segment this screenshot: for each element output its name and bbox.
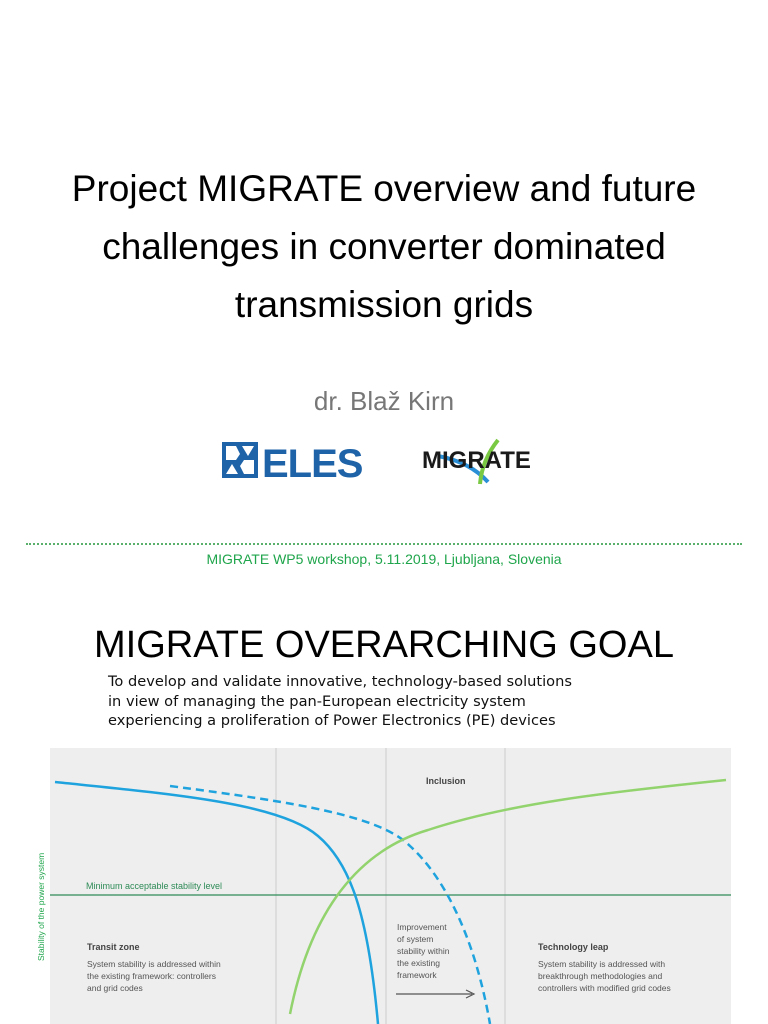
improvement-line: of system (397, 934, 434, 944)
improvement-line: stability within (397, 946, 450, 956)
migrate-wordmark: MIGRATE (422, 447, 531, 474)
technology-leap-line: System stability is addressed with (538, 959, 666, 969)
inclusion-label: Inclusion (426, 776, 466, 786)
eles-emblem-icon (222, 442, 258, 478)
improvement-line: Improvement (397, 922, 447, 932)
goal-title: MIGRATE OVERARCHING GOAL (94, 624, 674, 666)
event-caption: MIGRATE WP5 workshop, 5.11.2019, Ljubljana, Slovenia (206, 551, 562, 567)
technology-leap-line: controllers with modified grid codes (538, 983, 671, 993)
eles-logo (222, 438, 368, 486)
transit-zone-line: the existing framework: controllers (87, 971, 216, 981)
transit-zone-line: System stability is addressed within (87, 959, 221, 969)
goal-line: experiencing a proliferation of Power Electronics (PE) devices (108, 712, 556, 729)
threshold-label: Minimum acceptable stability level (86, 881, 223, 891)
slide-title: Project MIGRATE overview and future challenges in converter dominated transmission grids (71, 168, 697, 325)
goal-description (108, 672, 708, 731)
improvement-line: framework (397, 970, 437, 980)
goal-line: To develop and validate innovative, technology-based solutions (108, 673, 572, 690)
eles-wordmark: ELES (262, 442, 363, 486)
technology-leap-heading: Technology leap (538, 942, 609, 952)
slide-divider (26, 543, 742, 545)
author-name: dr. Blaž Kirn (313, 386, 455, 416)
transit-zone-heading: Transit zone (87, 942, 140, 952)
y-axis-label: Stability of the power system (36, 852, 46, 961)
improvement-line: the existing (397, 958, 440, 968)
transit-zone-line: and grid codes (87, 983, 143, 993)
stability-diagram (36, 748, 731, 1024)
goal-line: in view of managing the pan-European electricity system (108, 692, 526, 710)
migrate-logo (420, 430, 544, 488)
technology-leap-line: breakthrough methodologies and (538, 971, 663, 981)
